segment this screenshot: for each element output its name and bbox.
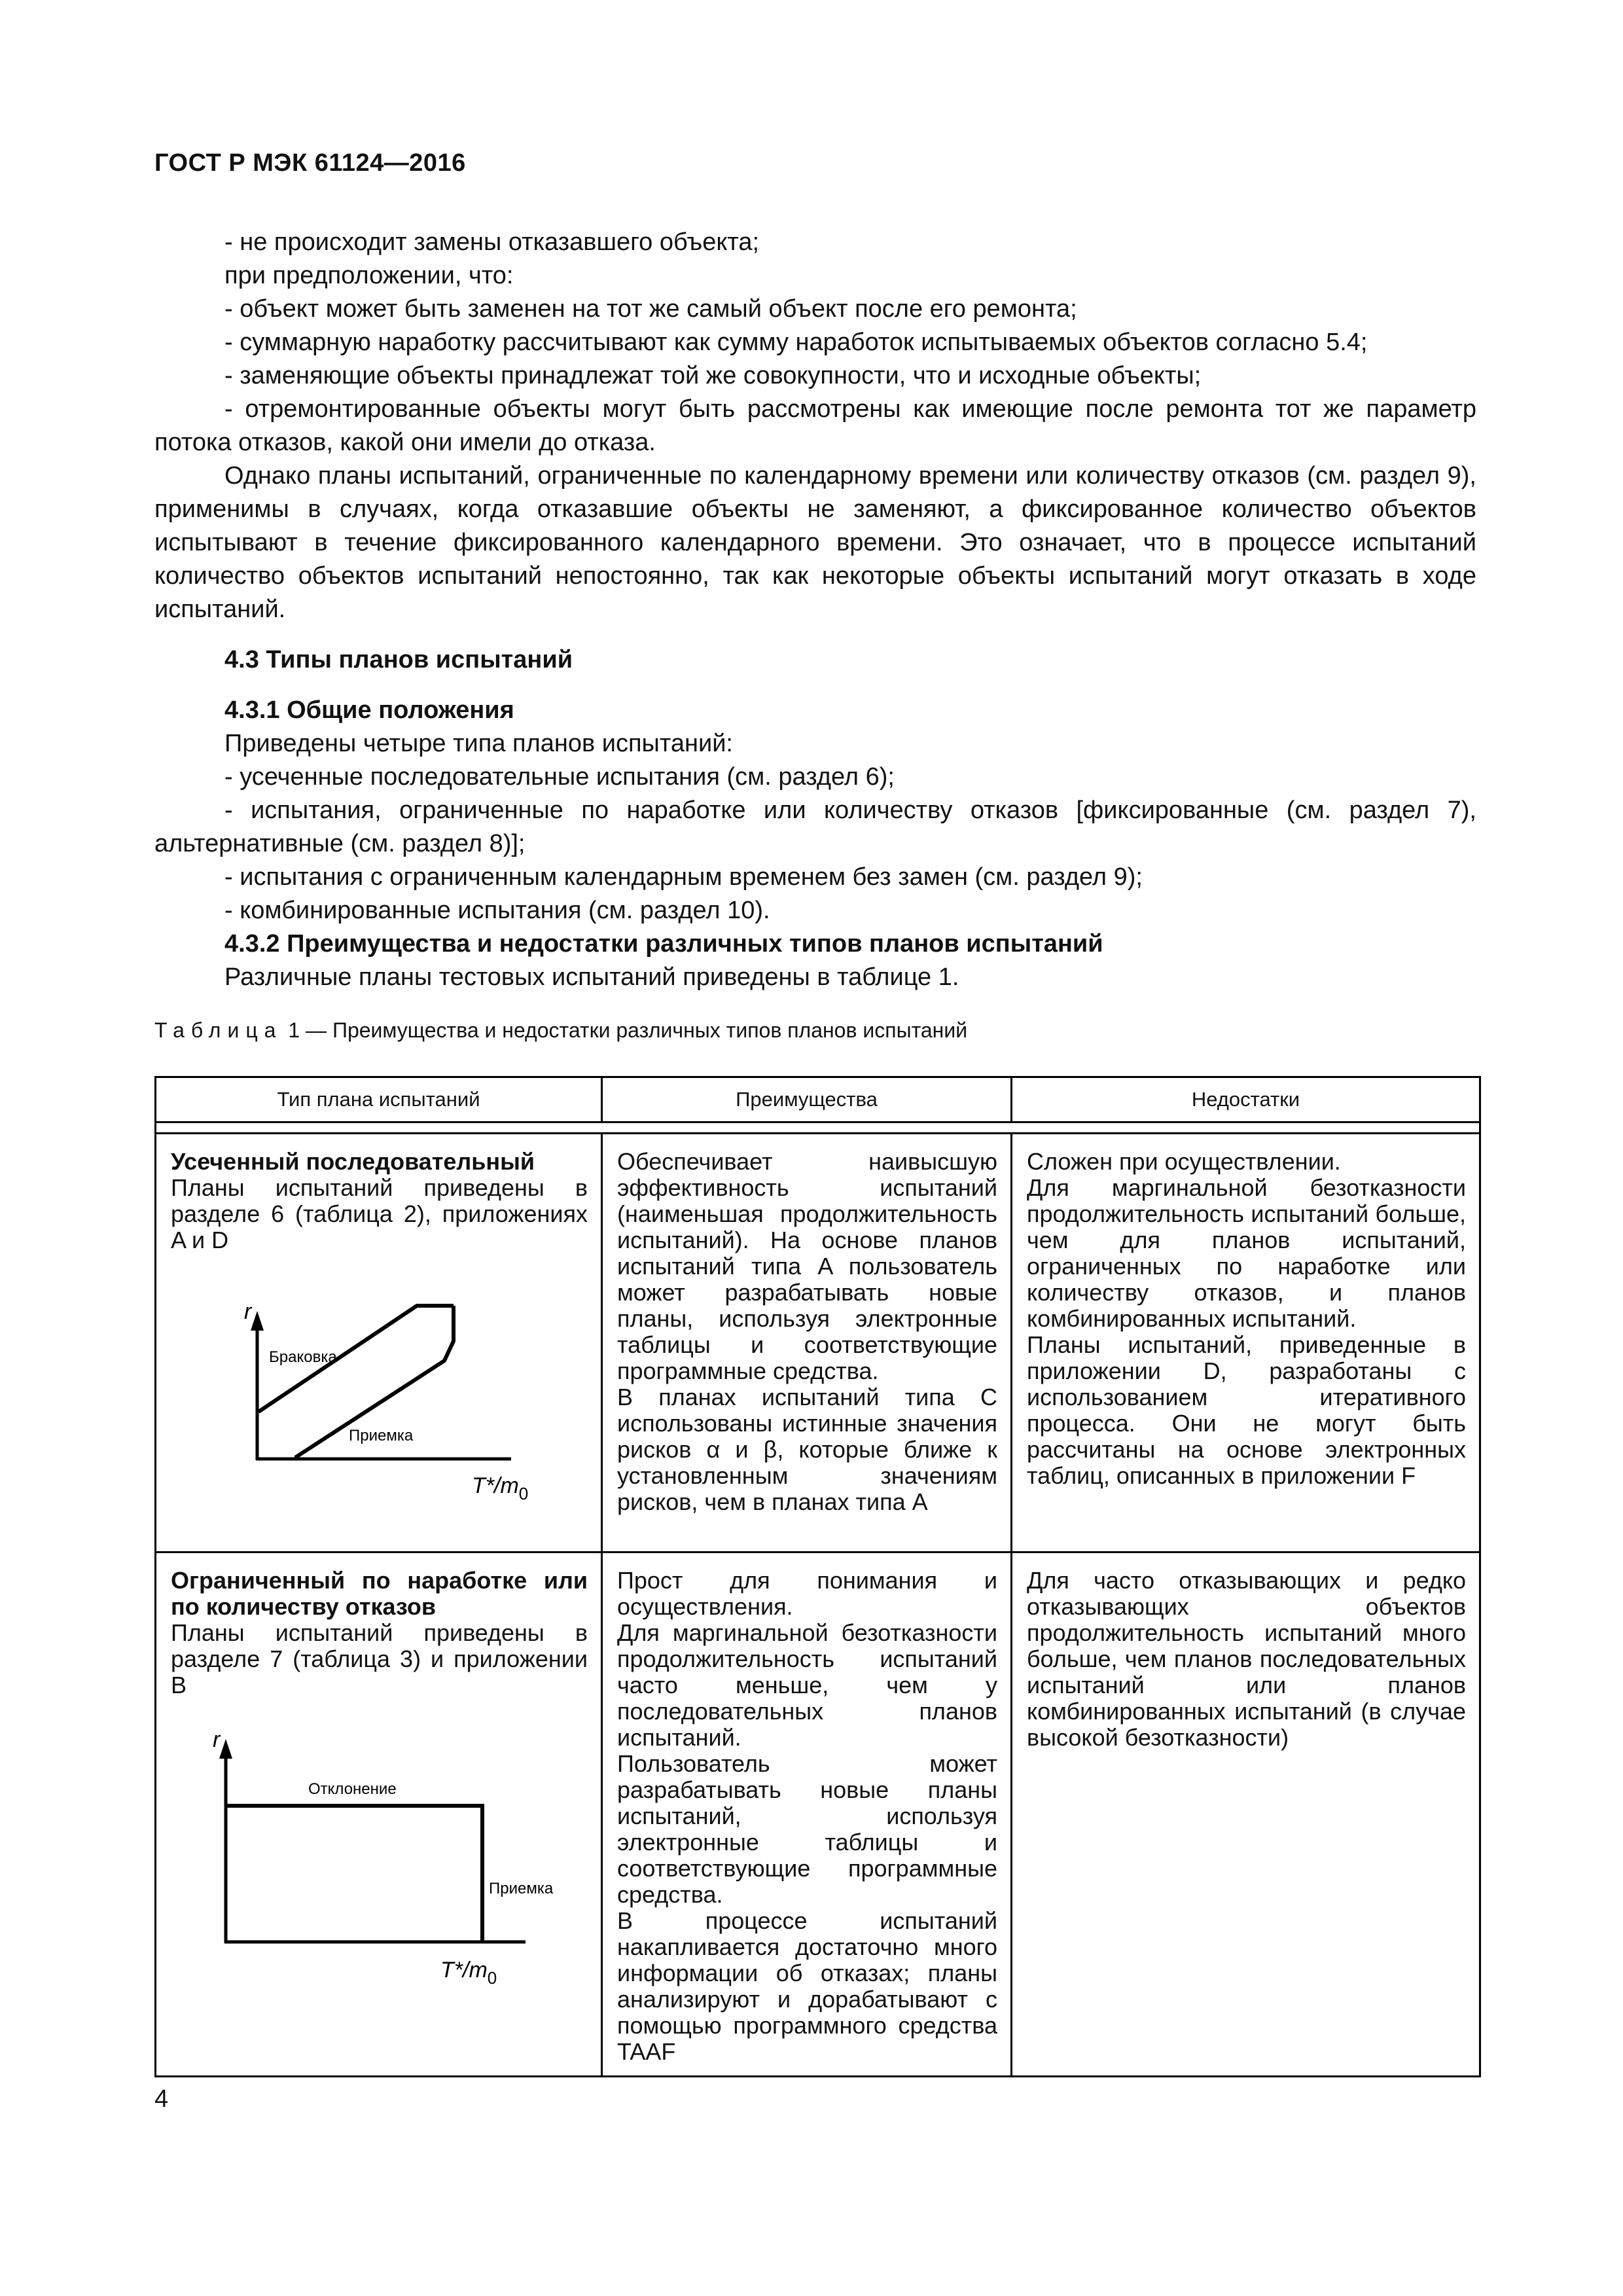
advantage-paragraph: Прост для понимания и осуществления. (617, 1567, 997, 1620)
table-row (156, 1134, 1480, 1552)
y-axis-arrow (219, 1739, 232, 1759)
table-row (156, 1552, 1480, 2077)
accept-region-label: Приемка (349, 1427, 414, 1444)
disadvantages-cell (1012, 1552, 1480, 2077)
section-heading: 4.3 Типы планов испытаний (224, 646, 573, 673)
reject-region-label: Браковка (269, 1348, 337, 1366)
advantage-paragraph: Для маргинальной безотказности продолжительность испытаний часто меньше, чем у последовательных планов испытаний. (617, 1619, 997, 1751)
column-header: Тип плана испытаний (156, 1077, 602, 1122)
plan-type-description: Планы испытаний приведены в разделе 7 (таблица 3) и приложении B (171, 1619, 588, 1698)
list-item: - испытания, ограниченные по наработке или количеству отказов [фиксированные (см. раздел 7), альтернативные (см. раздел 8)]; (154, 797, 1476, 857)
paragraph-line: при предположении, что: (224, 262, 514, 289)
paragraph-line: - суммарную наработку рассчитывают как сумму наработок испытываемых объектов согласно 5.4; (224, 329, 1368, 356)
list-item: - испытания с ограниченным календарным временем без замен (см. раздел 9); (224, 863, 1143, 891)
column-header: Недостатки (1012, 1077, 1480, 1122)
diagram-x-label: $T*/m_0$ (472, 1473, 529, 1503)
sequential-plan-diagram (171, 1276, 537, 1511)
diagram-y-label: r (213, 1727, 221, 1752)
diagram-x-label: $T*/m_0$ (440, 1958, 497, 1988)
subsection-heading: 4.3.1 Общие положения (224, 696, 514, 724)
advantage-paragraph: Обеспечивает наивысшую эффективность испытаний (наименьшая продолжительность испытаний). На основе планов испытаний типа A пользователь может разрабатывать новые планы, используя электронные таблицы и соответствующие программные средства. (617, 1148, 997, 1384)
disadvantage-paragraph: Планы испытаний, приведенные в приложении D, разработаны с использованием итеративного процесса. Они не могут быть рассчитаны на основе электронных таблиц, описанных в приложении F (1027, 1331, 1466, 1489)
comparison-table (154, 1076, 1481, 2077)
reject-region-label: Отклонение (308, 1780, 397, 1798)
table-caption (154, 1018, 967, 1043)
disadvantage-paragraph: Для часто отказывающих и редко отказывающих объектов продолжительность испытаний много больше, чем планов последовательных испытаний или планов комбинированных испытаний (в случае высокой безотказности) (1027, 1567, 1466, 1751)
advantage-paragraph: В планах испытаний типа C использованы истинные значения рисков α и β, которые ближе к установленным значениям рисков, чем в планах типа A (617, 1384, 997, 1515)
table-header-row (156, 1077, 1480, 1122)
column-header: Преимущества (602, 1077, 1012, 1122)
page-number: 4 (154, 2085, 169, 2113)
accept-region-label: Приемка (489, 1880, 554, 1897)
body-text (154, 226, 1476, 994)
paragraph: Однако планы испытаний, ограниченные по календарному времени или количеству отказов (см. раздел 9), применимы в случаях, когда отказавшие объекты не заменяют, а фиксированное количество объектов испытывают в течение фиксированного календарного времени. Это означает, что в процессе испытаний количество объектов испытаний непостоянно, так как некоторые объекты испытаний могут отказать в ходе испытаний. (154, 462, 1476, 623)
paragraph-line: - не происходит замены отказавшего объекта; (224, 228, 760, 256)
list-item: - комбинированные испытания (см. раздел 10). (224, 897, 770, 924)
advantages-cell (602, 1134, 1012, 1552)
plan-type-cell (156, 1134, 602, 1552)
disadvantage-paragraph: Сложен при осуществлении. (1027, 1148, 1341, 1175)
advantage-paragraph: Пользователь может разрабатывать новые планы испытаний, используя электронные таблицы и соответствующие программные средства. (617, 1750, 997, 1908)
disadvantages-cell (1012, 1134, 1480, 1552)
y-axis-arrow (251, 1311, 264, 1331)
plan-type-description: Планы испытаний приведены в разделе 6 (таблица 2), приложениях A и D (171, 1174, 588, 1253)
fixed-plan-diagram (171, 1721, 554, 1996)
plan-type-title: Усеченный последовательный (171, 1148, 535, 1175)
list-item: - усеченные последовательные испытания (см. раздел 6); (224, 763, 895, 791)
subsection-heading: 4.3.2 Преимущества и недостатки различных типов планов испытаний (224, 930, 1103, 958)
paragraph-line: - заменяющие объекты принадлежат той же совокупности, что и исходные объекты; (224, 362, 1202, 389)
diagram-y-label: r (244, 1299, 252, 1324)
table-caption-text: 1 — Преимущества и недостатки различных типов планов испытаний (282, 1018, 968, 1042)
plan-type-cell (156, 1552, 602, 2077)
table-caption-word: Таблица (154, 1018, 283, 1042)
paragraph-line: - отремонтированные объекты могут быть рассмотрены как имеющие после ремонта тот же параметр потока отказов, какой они имели до отказа. (154, 395, 1476, 456)
decision-boundary (227, 1806, 482, 1941)
paragraph: Различные планы тестовых испытаний приведены в таблице 1. (224, 963, 959, 991)
paragraph: Приведены четыре типа планов испытаний: (224, 730, 733, 757)
document-header: ГОСТ Р МЭК 61124—2016 (154, 149, 466, 177)
disadvantage-paragraph: Для маргинальной безотказности продолжительность испытаний больше, чем для планов испытаний, ограниченных по наработке или количеству отказов, и планов комбинированных испытаний. (1027, 1174, 1466, 1332)
advantages-cell (602, 1552, 1012, 2077)
paragraph-line: - объект может быть заменен на тот же самый объект после его ремонта; (224, 295, 1077, 323)
advantage-paragraph: В процессе испытаний накапливается достаточно много информации об отказах; планы анализируют и дорабатывают с помощью программного средства TAAF (617, 1907, 997, 2065)
plan-type-title: Ограниченный по наработке или по количеству отказов (171, 1567, 588, 1620)
